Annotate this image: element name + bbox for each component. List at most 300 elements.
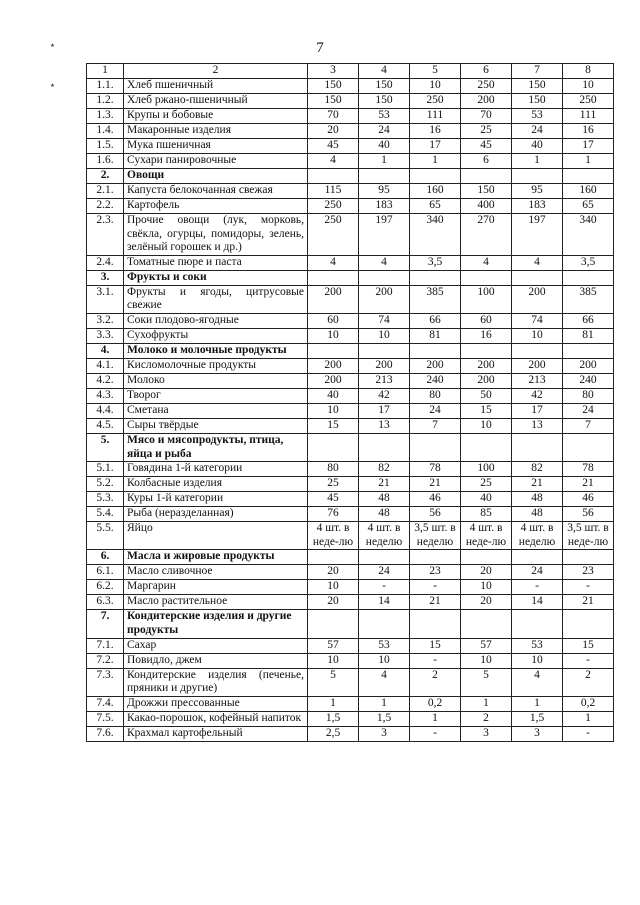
product-name-cell: Дрожжи прессованные bbox=[124, 696, 308, 711]
row-number-cell: 4. bbox=[87, 343, 124, 358]
value-cell: 200 bbox=[308, 358, 359, 373]
value-cell: 45 bbox=[308, 139, 359, 154]
row-number-cell: 7.1. bbox=[87, 638, 124, 653]
value-cell: 3 bbox=[461, 726, 512, 741]
product-name-cell: Творог bbox=[124, 388, 308, 403]
row-number-cell: 7.4. bbox=[87, 696, 124, 711]
value-cell: 56 bbox=[563, 507, 614, 522]
value-cell: 1 bbox=[359, 154, 410, 169]
value-cell: 250 bbox=[461, 79, 512, 94]
table-row bbox=[87, 199, 614, 214]
value-cell: 1 bbox=[308, 696, 359, 711]
value-cell: - bbox=[359, 580, 410, 595]
value-cell: 21 bbox=[563, 595, 614, 610]
value-cell: 24 bbox=[359, 124, 410, 139]
value-cell: 1 bbox=[512, 696, 563, 711]
value-cell bbox=[410, 610, 461, 638]
value-cell: 21 bbox=[410, 477, 461, 492]
row-number-cell: 3.1. bbox=[87, 285, 124, 313]
product-name-cell: Кондитерские изделия (печенье, пряники и другие) bbox=[124, 668, 308, 696]
page-number: 7 bbox=[316, 40, 324, 56]
value-cell: 183 bbox=[359, 199, 410, 214]
row-number-cell: 1.5. bbox=[87, 139, 124, 154]
row-number-cell: 5. bbox=[87, 433, 124, 461]
value-cell: 213 bbox=[359, 373, 410, 388]
value-cell: 14 bbox=[512, 595, 563, 610]
row-number-cell: 7.3. bbox=[87, 668, 124, 696]
table-row bbox=[87, 711, 614, 726]
row-number-cell: 3. bbox=[87, 270, 124, 285]
value-cell: 1 bbox=[359, 696, 410, 711]
value-cell: 3 bbox=[359, 726, 410, 741]
value-cell: 53 bbox=[359, 109, 410, 124]
value-cell bbox=[563, 433, 614, 461]
value-cell: 160 bbox=[563, 184, 614, 199]
value-cell: - bbox=[563, 580, 614, 595]
value-cell: 200 bbox=[359, 358, 410, 373]
table-row bbox=[87, 522, 614, 550]
value-cell: 250 bbox=[563, 94, 614, 109]
value-cell: 4 шт. в неде-лю bbox=[461, 522, 512, 550]
margin-mark: ٭ bbox=[50, 40, 55, 50]
row-number-cell: 1.6. bbox=[87, 154, 124, 169]
row-number-cell: 6.3. bbox=[87, 595, 124, 610]
value-cell: 10 bbox=[461, 653, 512, 668]
product-name-cell: Сухофрукты bbox=[124, 328, 308, 343]
value-cell: 17 bbox=[359, 403, 410, 418]
value-cell bbox=[512, 433, 563, 461]
value-cell: 3 bbox=[512, 726, 563, 741]
value-cell: 81 bbox=[563, 328, 614, 343]
value-cell: 25 bbox=[461, 124, 512, 139]
row-number-cell: 7.2. bbox=[87, 653, 124, 668]
value-cell: 4 bbox=[461, 255, 512, 270]
value-cell: 340 bbox=[563, 214, 614, 256]
table-row bbox=[87, 79, 614, 94]
value-cell: 3,5 шт. в неде-лю bbox=[563, 522, 614, 550]
value-cell: 53 bbox=[359, 638, 410, 653]
table-row bbox=[87, 328, 614, 343]
row-number-cell: 7.6. bbox=[87, 726, 124, 741]
product-name-cell: Крупы и бобовые bbox=[124, 109, 308, 124]
value-cell: 20 bbox=[308, 124, 359, 139]
value-cell: 10 bbox=[461, 418, 512, 433]
value-cell: 24 bbox=[410, 403, 461, 418]
value-cell bbox=[410, 550, 461, 565]
product-name-cell: Фрукты и ягоды, цитрусовые свежие bbox=[124, 285, 308, 313]
value-cell bbox=[359, 270, 410, 285]
value-cell: 53 bbox=[512, 109, 563, 124]
product-name-cell: Какао-порошок, кофейный напиток bbox=[124, 711, 308, 726]
row-number-cell: 2. bbox=[87, 169, 124, 184]
value-cell: 5 bbox=[308, 668, 359, 696]
table-row bbox=[87, 255, 614, 270]
section-row bbox=[87, 343, 614, 358]
product-name-cell: Хлеб пшеничный bbox=[124, 79, 308, 94]
value-cell: 1 bbox=[410, 154, 461, 169]
value-cell bbox=[512, 270, 563, 285]
column-number-cell: 2 bbox=[124, 64, 308, 79]
section-row bbox=[87, 270, 614, 285]
section-row bbox=[87, 169, 614, 184]
value-cell bbox=[461, 169, 512, 184]
table-row bbox=[87, 285, 614, 313]
value-cell: 14 bbox=[359, 595, 410, 610]
value-cell: 3,5 bbox=[563, 255, 614, 270]
section-title-cell: Фрукты и соки bbox=[124, 270, 308, 285]
section-row bbox=[87, 610, 614, 638]
value-cell: 150 bbox=[359, 94, 410, 109]
section-title-cell: Молоко и молочные продукты bbox=[124, 343, 308, 358]
value-cell bbox=[308, 169, 359, 184]
value-cell: 20 bbox=[461, 565, 512, 580]
product-name-cell: Сметана bbox=[124, 403, 308, 418]
value-cell: 23 bbox=[563, 565, 614, 580]
product-name-cell: Сахар bbox=[124, 638, 308, 653]
product-name-cell: Яйцо bbox=[124, 522, 308, 550]
table-header-row bbox=[87, 64, 614, 79]
row-number-cell: 4.3. bbox=[87, 388, 124, 403]
value-cell bbox=[410, 433, 461, 461]
value-cell: 42 bbox=[359, 388, 410, 403]
value-cell: 197 bbox=[512, 214, 563, 256]
row-number-cell: 1.4. bbox=[87, 124, 124, 139]
value-cell bbox=[308, 270, 359, 285]
value-cell: 10 bbox=[410, 79, 461, 94]
value-cell bbox=[563, 169, 614, 184]
row-number-cell: 4.1. bbox=[87, 358, 124, 373]
table-row bbox=[87, 139, 614, 154]
value-cell: 21 bbox=[512, 477, 563, 492]
table-row bbox=[87, 595, 614, 610]
table-row bbox=[87, 388, 614, 403]
value-cell: 40 bbox=[359, 139, 410, 154]
value-cell: 74 bbox=[359, 313, 410, 328]
value-cell: 70 bbox=[308, 109, 359, 124]
margin-mark: ٭ bbox=[50, 80, 55, 90]
value-cell: 7 bbox=[410, 418, 461, 433]
value-cell: 65 bbox=[563, 199, 614, 214]
value-cell: 40 bbox=[308, 388, 359, 403]
value-cell: 17 bbox=[410, 139, 461, 154]
value-cell bbox=[512, 610, 563, 638]
value-cell: 65 bbox=[410, 199, 461, 214]
product-name-cell: Масло растительное bbox=[124, 595, 308, 610]
column-number-cell: 8 bbox=[563, 64, 614, 79]
value-cell: 45 bbox=[308, 492, 359, 507]
value-cell bbox=[512, 169, 563, 184]
product-name-cell: Капуста белокочанная свежая bbox=[124, 184, 308, 199]
row-number-cell: 2.3. bbox=[87, 214, 124, 256]
table-row bbox=[87, 477, 614, 492]
value-cell: 13 bbox=[359, 418, 410, 433]
value-cell bbox=[308, 433, 359, 461]
value-cell: 200 bbox=[512, 358, 563, 373]
value-cell: 200 bbox=[461, 94, 512, 109]
row-number-cell: 6. bbox=[87, 550, 124, 565]
value-cell: 78 bbox=[410, 462, 461, 477]
table-row bbox=[87, 492, 614, 507]
value-cell: 200 bbox=[512, 285, 563, 313]
value-cell: 15 bbox=[461, 403, 512, 418]
value-cell: 15 bbox=[563, 638, 614, 653]
value-cell: 81 bbox=[410, 328, 461, 343]
value-cell: 1 bbox=[461, 696, 512, 711]
value-cell: 74 bbox=[512, 313, 563, 328]
table-row bbox=[87, 154, 614, 169]
value-cell: 1 bbox=[512, 154, 563, 169]
value-cell: 45 bbox=[461, 139, 512, 154]
row-number-cell: 4.2. bbox=[87, 373, 124, 388]
row-number-cell: 6.1. bbox=[87, 565, 124, 580]
table-row bbox=[87, 462, 614, 477]
table-row bbox=[87, 668, 614, 696]
value-cell: 111 bbox=[410, 109, 461, 124]
row-number-cell: 4.5. bbox=[87, 418, 124, 433]
value-cell: 48 bbox=[359, 507, 410, 522]
row-number-cell: 2.2. bbox=[87, 199, 124, 214]
product-name-cell: Повидло, джем bbox=[124, 653, 308, 668]
value-cell: 57 bbox=[461, 638, 512, 653]
value-cell bbox=[461, 610, 512, 638]
value-cell: 2 bbox=[563, 668, 614, 696]
value-cell: 100 bbox=[461, 462, 512, 477]
product-name-cell: Рыба (неразделанная) bbox=[124, 507, 308, 522]
value-cell: 1,5 bbox=[308, 711, 359, 726]
table-row bbox=[87, 214, 614, 256]
row-number-cell: 4.4. bbox=[87, 403, 124, 418]
value-cell bbox=[308, 343, 359, 358]
value-cell bbox=[359, 610, 410, 638]
product-name-cell: Сухари панировочные bbox=[124, 154, 308, 169]
row-number-cell: 1.1. bbox=[87, 79, 124, 94]
value-cell: 21 bbox=[410, 595, 461, 610]
value-cell bbox=[461, 343, 512, 358]
value-cell: 70 bbox=[461, 109, 512, 124]
value-cell: 115 bbox=[308, 184, 359, 199]
value-cell: - bbox=[410, 726, 461, 741]
row-number-cell: 7. bbox=[87, 610, 124, 638]
value-cell bbox=[410, 343, 461, 358]
value-cell: 10 bbox=[308, 403, 359, 418]
product-name-cell: Маргарин bbox=[124, 580, 308, 595]
value-cell: 82 bbox=[512, 462, 563, 477]
value-cell: 21 bbox=[359, 477, 410, 492]
value-cell bbox=[359, 433, 410, 461]
value-cell bbox=[410, 169, 461, 184]
section-row bbox=[87, 433, 614, 461]
value-cell: 78 bbox=[563, 462, 614, 477]
value-cell bbox=[563, 610, 614, 638]
value-cell: 20 bbox=[308, 565, 359, 580]
row-number-cell: 1.3. bbox=[87, 109, 124, 124]
row-number-cell: 2.4. bbox=[87, 255, 124, 270]
value-cell: 200 bbox=[461, 373, 512, 388]
value-cell: 150 bbox=[512, 94, 563, 109]
value-cell: 5 bbox=[461, 668, 512, 696]
column-number-cell: 4 bbox=[359, 64, 410, 79]
value-cell: 85 bbox=[461, 507, 512, 522]
value-cell: 385 bbox=[410, 285, 461, 313]
product-name-cell: Говядина 1-й категории bbox=[124, 462, 308, 477]
table-row bbox=[87, 565, 614, 580]
value-cell: 213 bbox=[512, 373, 563, 388]
value-cell: 0,2 bbox=[563, 696, 614, 711]
column-number-cell: 5 bbox=[410, 64, 461, 79]
table-row bbox=[87, 580, 614, 595]
table-row bbox=[87, 313, 614, 328]
value-cell: 82 bbox=[359, 462, 410, 477]
value-cell: 80 bbox=[563, 388, 614, 403]
value-cell: 2,5 bbox=[308, 726, 359, 741]
value-cell: 4 шт. в неде-лю bbox=[308, 522, 359, 550]
column-number-cell: 3 bbox=[308, 64, 359, 79]
table-row bbox=[87, 373, 614, 388]
row-number-cell: 5.2. bbox=[87, 477, 124, 492]
value-cell bbox=[512, 343, 563, 358]
value-cell: 95 bbox=[359, 184, 410, 199]
product-name-cell: Кисломолочные продукты bbox=[124, 358, 308, 373]
value-cell: 46 bbox=[410, 492, 461, 507]
value-cell: 150 bbox=[359, 79, 410, 94]
value-cell: 10 bbox=[359, 328, 410, 343]
value-cell: 250 bbox=[410, 94, 461, 109]
row-number-cell: 5.1. bbox=[87, 462, 124, 477]
value-cell: 48 bbox=[512, 507, 563, 522]
table-row bbox=[87, 124, 614, 139]
value-cell: 4 bbox=[308, 154, 359, 169]
value-cell: 48 bbox=[359, 492, 410, 507]
value-cell: 3,5 шт. в неделю bbox=[410, 522, 461, 550]
value-cell: 240 bbox=[563, 373, 614, 388]
value-cell: 200 bbox=[308, 373, 359, 388]
value-cell: 4 bbox=[359, 668, 410, 696]
value-cell: 17 bbox=[563, 139, 614, 154]
value-cell: 40 bbox=[461, 492, 512, 507]
value-cell: 160 bbox=[410, 184, 461, 199]
value-cell: 200 bbox=[563, 358, 614, 373]
value-cell: 200 bbox=[410, 358, 461, 373]
value-cell bbox=[308, 550, 359, 565]
value-cell bbox=[461, 433, 512, 461]
value-cell bbox=[512, 550, 563, 565]
product-name-cell: Колбасные изделия bbox=[124, 477, 308, 492]
value-cell: 20 bbox=[461, 595, 512, 610]
row-number-cell: 6.2. bbox=[87, 580, 124, 595]
value-cell: 42 bbox=[512, 388, 563, 403]
value-cell: 150 bbox=[308, 94, 359, 109]
value-cell: 150 bbox=[461, 184, 512, 199]
value-cell: 16 bbox=[410, 124, 461, 139]
value-cell: 0,2 bbox=[410, 696, 461, 711]
table-row bbox=[87, 403, 614, 418]
value-cell: 4 шт. в неделю bbox=[359, 522, 410, 550]
value-cell: 80 bbox=[308, 462, 359, 477]
value-cell: 80 bbox=[410, 388, 461, 403]
value-cell bbox=[308, 610, 359, 638]
table-row bbox=[87, 638, 614, 653]
value-cell: 10 bbox=[359, 653, 410, 668]
value-cell: 4 bbox=[359, 255, 410, 270]
value-cell: 25 bbox=[461, 477, 512, 492]
value-cell: 1,5 bbox=[359, 711, 410, 726]
product-name-cell: Макаронные изделия bbox=[124, 124, 308, 139]
value-cell: 250 bbox=[308, 214, 359, 256]
value-cell: 340 bbox=[410, 214, 461, 256]
value-cell: 197 bbox=[359, 214, 410, 256]
value-cell: 4 шт. в неделю bbox=[512, 522, 563, 550]
product-name-cell: Молоко bbox=[124, 373, 308, 388]
value-cell: 2 bbox=[410, 668, 461, 696]
table-row bbox=[87, 696, 614, 711]
value-cell: 15 bbox=[410, 638, 461, 653]
value-cell: 95 bbox=[512, 184, 563, 199]
value-cell: 10 bbox=[308, 328, 359, 343]
value-cell: 25 bbox=[308, 477, 359, 492]
value-cell: 1,5 bbox=[512, 711, 563, 726]
value-cell: 50 bbox=[461, 388, 512, 403]
value-cell: 20 bbox=[308, 595, 359, 610]
value-cell: 250 bbox=[308, 199, 359, 214]
value-cell: 16 bbox=[563, 124, 614, 139]
value-cell: 17 bbox=[512, 403, 563, 418]
value-cell: 15 bbox=[308, 418, 359, 433]
value-cell: 10 bbox=[512, 653, 563, 668]
row-number-cell: 3.2. bbox=[87, 313, 124, 328]
value-cell: 10 bbox=[563, 79, 614, 94]
value-cell: 2 bbox=[461, 711, 512, 726]
value-cell: 23 bbox=[410, 565, 461, 580]
value-cell: 24 bbox=[359, 565, 410, 580]
value-cell: 111 bbox=[563, 109, 614, 124]
value-cell: - bbox=[410, 580, 461, 595]
value-cell: 200 bbox=[359, 285, 410, 313]
value-cell: 3,5 bbox=[410, 255, 461, 270]
value-cell: - bbox=[512, 580, 563, 595]
section-title-cell: Мясо и мясопродукты, птица, яйца и рыба bbox=[124, 433, 308, 461]
value-cell bbox=[359, 169, 410, 184]
value-cell: 385 bbox=[563, 285, 614, 313]
value-cell: 76 bbox=[308, 507, 359, 522]
value-cell: 10 bbox=[308, 653, 359, 668]
row-number-cell: 5.4. bbox=[87, 507, 124, 522]
column-number-cell: 7 bbox=[512, 64, 563, 79]
value-cell: 200 bbox=[308, 285, 359, 313]
value-cell: 10 bbox=[461, 580, 512, 595]
row-number-cell: 5.3. bbox=[87, 492, 124, 507]
value-cell: 48 bbox=[512, 492, 563, 507]
value-cell: 16 bbox=[461, 328, 512, 343]
value-cell: 60 bbox=[308, 313, 359, 328]
column-number-cell: 6 bbox=[461, 64, 512, 79]
value-cell: 1 bbox=[410, 711, 461, 726]
row-number-cell: 5.5. bbox=[87, 522, 124, 550]
row-number-cell: 7.5. bbox=[87, 711, 124, 726]
row-number-cell: 2.1. bbox=[87, 184, 124, 199]
value-cell bbox=[563, 343, 614, 358]
value-cell: 46 bbox=[563, 492, 614, 507]
value-cell: 240 bbox=[410, 373, 461, 388]
product-name-cell: Томатные пюре и паста bbox=[124, 255, 308, 270]
value-cell: 60 bbox=[461, 313, 512, 328]
value-cell: 150 bbox=[512, 79, 563, 94]
value-cell: 24 bbox=[512, 124, 563, 139]
value-cell: 4 bbox=[308, 255, 359, 270]
value-cell bbox=[461, 270, 512, 285]
value-cell: 10 bbox=[512, 328, 563, 343]
value-cell bbox=[461, 550, 512, 565]
product-name-cell: Крахмал картофельный bbox=[124, 726, 308, 741]
